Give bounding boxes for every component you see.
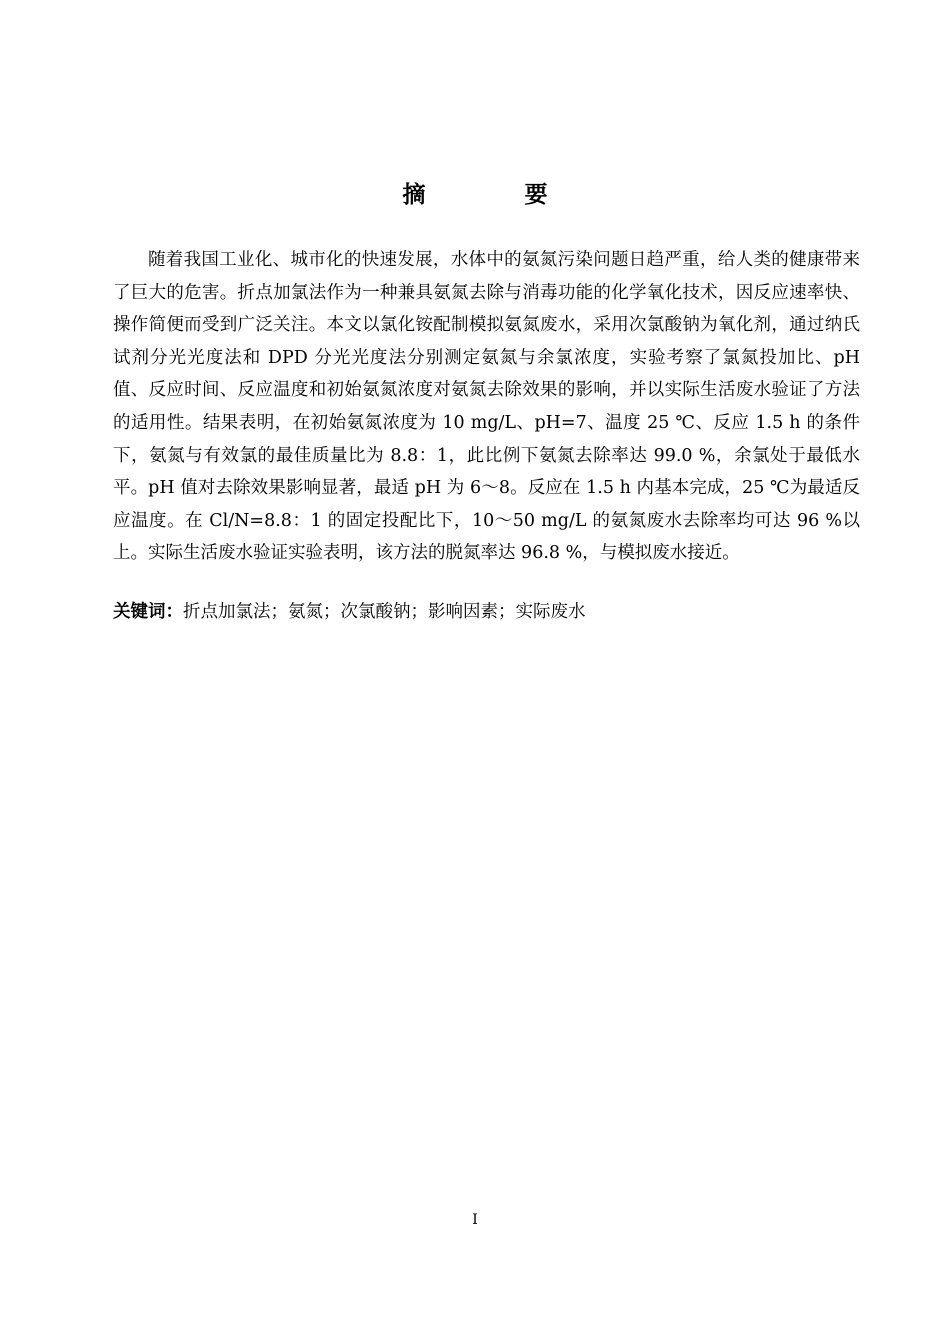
- keywords-text: 折点加氯法；氨氮；次氯酸钠；影响因素；实际废水: [183, 602, 586, 622]
- page-number: I: [472, 1212, 478, 1228]
- keywords-line: [113, 596, 860, 629]
- abstract-body: 随着我国工业化、城市化的快速发展，水体中的氨氮污染问题日趋严重，给人类的健康带来了巨大的危害。折点加氯法作为一种兼具氨氮去除与消毒功能的化学氧化技术，因反应速率快、操作简便而受到广泛关注。本文以氯化铵配制模拟氨氮废水，采用次氯酸钠为氧化剂，通过纳氏试剂分光光度法和 DPD 分光光度法分别测定氨氮与余氯浓度，实验考察了氯氮投加比、pH 值、反应时间、反应温度和初始氨氮浓度对氨氮去除效果的影响，并以实际生活废水验证了方法的适用性。结果表明，在初始氨氮浓度为 10 mg/L、pH=7、温度 25 ℃、反应 1.5 h 的条件下，氨氮与有效氯的最佳质量比为 8.8：1，此比例下氨氮去除率达 99.0 %，余氯处于最低水平。pH 值对去除效果影响显著，最适 pH 为 6～8。反应在 1.5 h 内基本完成，25 ℃为最适反应温度。在 Cl/N=8.8：1 的固定投配比下，10～50 mg/L 的氨氮废水去除率均可达 96 %以上。实际生活废水验证实验表明，该方法的脱氮率达 96.8 %，与模拟废水接近。: [113, 250, 860, 564]
- keywords-label: 关键词：: [113, 602, 183, 622]
- abstract-title: 摘 要: [402, 181, 586, 208]
